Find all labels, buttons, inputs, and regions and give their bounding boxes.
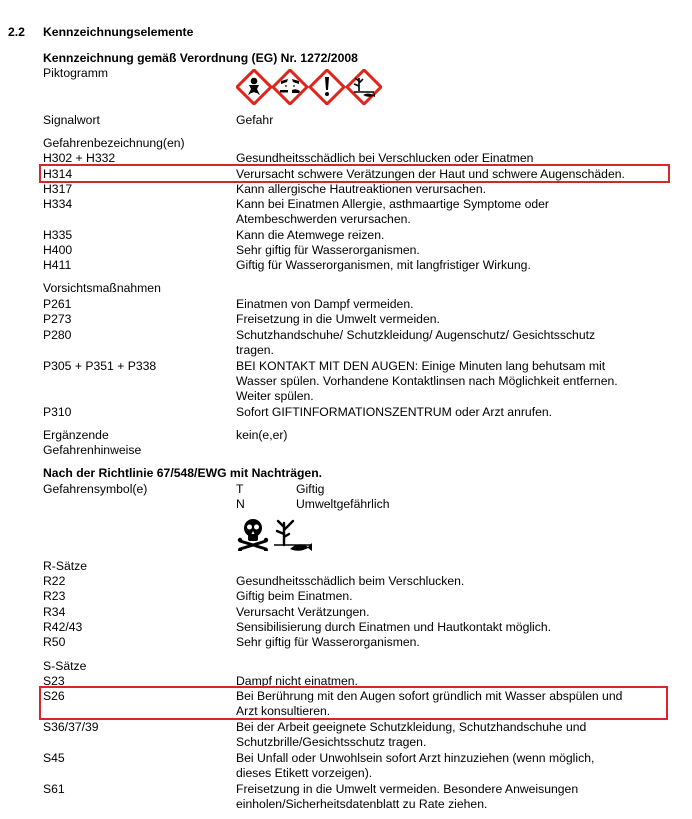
- hazard-code: H302 + H332: [43, 151, 116, 165]
- precaution-code: P273: [43, 312, 72, 326]
- exclamation-mark-pictogram: [310, 70, 344, 104]
- r-label: R-Sätze: [43, 559, 88, 573]
- signal-word-label: Signalwort: [43, 113, 100, 127]
- s-text-cont: einholen/Sicherheitsdatenblatt zu Rate ziehen.: [236, 797, 488, 811]
- s-text: Bei Berührung mit den Augen sofort gründlich mit Wasser abspülen und: [236, 689, 623, 703]
- symbol-text: Giftig: [296, 482, 325, 496]
- precaution-text: Freisetzung in die Umwelt vermeiden.: [236, 312, 440, 326]
- precaution-text-cont: tragen.: [236, 343, 274, 357]
- r-text: Sehr giftig für Wasserorganismen.: [236, 635, 420, 649]
- r-text: Verursacht Verätzungen.: [236, 605, 370, 619]
- s-text: Bei der Arbeit geeignete Schutzkleidung, Schutzhandschuhe und: [236, 720, 587, 734]
- r-code: R22: [43, 574, 66, 588]
- s-code: S45: [43, 751, 65, 765]
- supplemental-label-cont: Gefahrenhinweise: [43, 443, 142, 457]
- precaution-text-cont: Weiter spülen.: [236, 389, 314, 403]
- hazard-text: Sehr giftig für Wasserorganismen.: [236, 243, 420, 257]
- ghs-pictograms: [236, 69, 382, 105]
- hazard-text: Gesundheitsschädlich bei Verschlucken oder Einatmen: [236, 151, 534, 165]
- precaution-code: P261: [43, 297, 72, 311]
- s-text: Freisetzung in die Umwelt vermeiden. Besondere Anweisungen: [236, 782, 579, 796]
- health-hazard-pictogram: [237, 70, 271, 104]
- signal-word-value: Gefahr: [236, 113, 274, 127]
- s-text-cont: dieses Etikett vorzeigen).: [236, 766, 373, 780]
- corrosion-pictogram: [273, 70, 307, 104]
- highlight-box-h314: [39, 164, 670, 183]
- symbol-label: Gefahrensymbol(e): [43, 482, 148, 496]
- dsd-heading: Nach der Richtlinie 67/548/EWG mit Nachträgen.: [43, 466, 323, 480]
- section-number: 2.2: [8, 25, 25, 39]
- hazard-code: H411: [43, 258, 72, 272]
- r-code: R50: [43, 635, 66, 649]
- hazard-code: H335: [43, 228, 73, 242]
- precaution-code: P280: [43, 328, 72, 342]
- symbol-code: T: [236, 482, 244, 496]
- hazard-text: Kann die Atemwege reizen.: [236, 228, 385, 242]
- s-label: S-Sätze: [43, 659, 87, 673]
- highlight-box-s26: [39, 686, 668, 720]
- s-text: Bei Unfall oder Unwohlsein sofort Arzt hinzuziehen (wenn möglich,: [236, 751, 595, 765]
- r-text: Sensibilisierung durch Einatmen und Hautkontakt möglich.: [236, 620, 552, 634]
- dsd-symbols: [236, 515, 316, 551]
- s-code: S61: [43, 782, 65, 796]
- precaution-text-cont: Wasser spülen. Vorhandene Kontaktlinsen nach Möglichkeit entfernen.: [236, 374, 618, 388]
- hazard-text: Giftig für Wasserorganismen, mit langfristiger Wirkung.: [236, 258, 531, 272]
- hazard-code: H317: [43, 182, 73, 196]
- hazard-code: H334: [43, 197, 73, 211]
- precaution-label: Vorsichtsmaßnahmen: [43, 281, 161, 295]
- s-code: S36/37/39: [43, 720, 99, 734]
- pictogram-label: Piktogramm: [43, 66, 109, 80]
- symbol-text: Umweltgefährlich: [296, 497, 390, 511]
- precaution-text: Schutzhandschuhe/ Schutzkleidung/ Augenschutz/ Gesichtsschutz: [236, 328, 596, 342]
- s-text-cont: Arzt konsultieren.: [236, 704, 331, 718]
- hazard-label: Gefahrenbezeichnung(en): [43, 136, 185, 150]
- precaution-code: P310: [43, 405, 72, 419]
- s-code: S23: [43, 674, 65, 688]
- hazard-code: H314: [43, 167, 73, 181]
- symbol-code: N: [236, 497, 245, 511]
- precaution-code: P305 + P351 + P338: [43, 359, 157, 373]
- s-text-cont: Schutzbrille/Gesichtsschutz tragen.: [236, 735, 427, 749]
- hazard-code: H400: [43, 243, 73, 257]
- s-code: S26: [43, 689, 65, 703]
- clp-heading: Kennzeichnung gemäß Verordnung (EG) Nr. 1272/2008: [43, 51, 358, 65]
- hazard-text: Verursacht schwere Verätzungen der Haut und schwere Augenschäden.: [236, 167, 625, 181]
- skull-crossbones-icon: [238, 519, 268, 551]
- r-code: R34: [43, 605, 66, 619]
- s-text: Dampf nicht einatmen.: [236, 674, 358, 688]
- r-text: Gesundheitsschädlich beim Verschlucken.: [236, 574, 465, 588]
- dead-tree-fish-icon: [274, 521, 312, 551]
- hazard-text-cont: Atembeschwerden verursachen.: [236, 212, 411, 226]
- precaution-text: Einatmen von Dampf vermeiden.: [236, 297, 414, 311]
- hazard-text: Kann bei Einatmen Allergie, asthmaartige Symptome oder: [236, 197, 549, 211]
- supplemental-label: Ergänzende: [43, 428, 109, 442]
- supplemental-value: kein(e,er): [236, 428, 288, 442]
- r-code: R42/43: [43, 620, 83, 634]
- precaution-text: BEI KONTAKT MIT DEN AUGEN: Einige Minuten lang behutsam mit: [236, 359, 606, 373]
- r-text: Giftig beim Einatmen.: [236, 589, 353, 603]
- section-title: Kennzeichnungselemente: [43, 25, 194, 39]
- precaution-text: Sofort GIFTINFORMATIONSZENTRUM oder Arzt anrufen.: [236, 405, 553, 419]
- hazard-text: Kann allergische Hautreaktionen verursachen.: [236, 182, 486, 196]
- environment-pictogram: [347, 70, 381, 104]
- r-code: R23: [43, 589, 66, 603]
